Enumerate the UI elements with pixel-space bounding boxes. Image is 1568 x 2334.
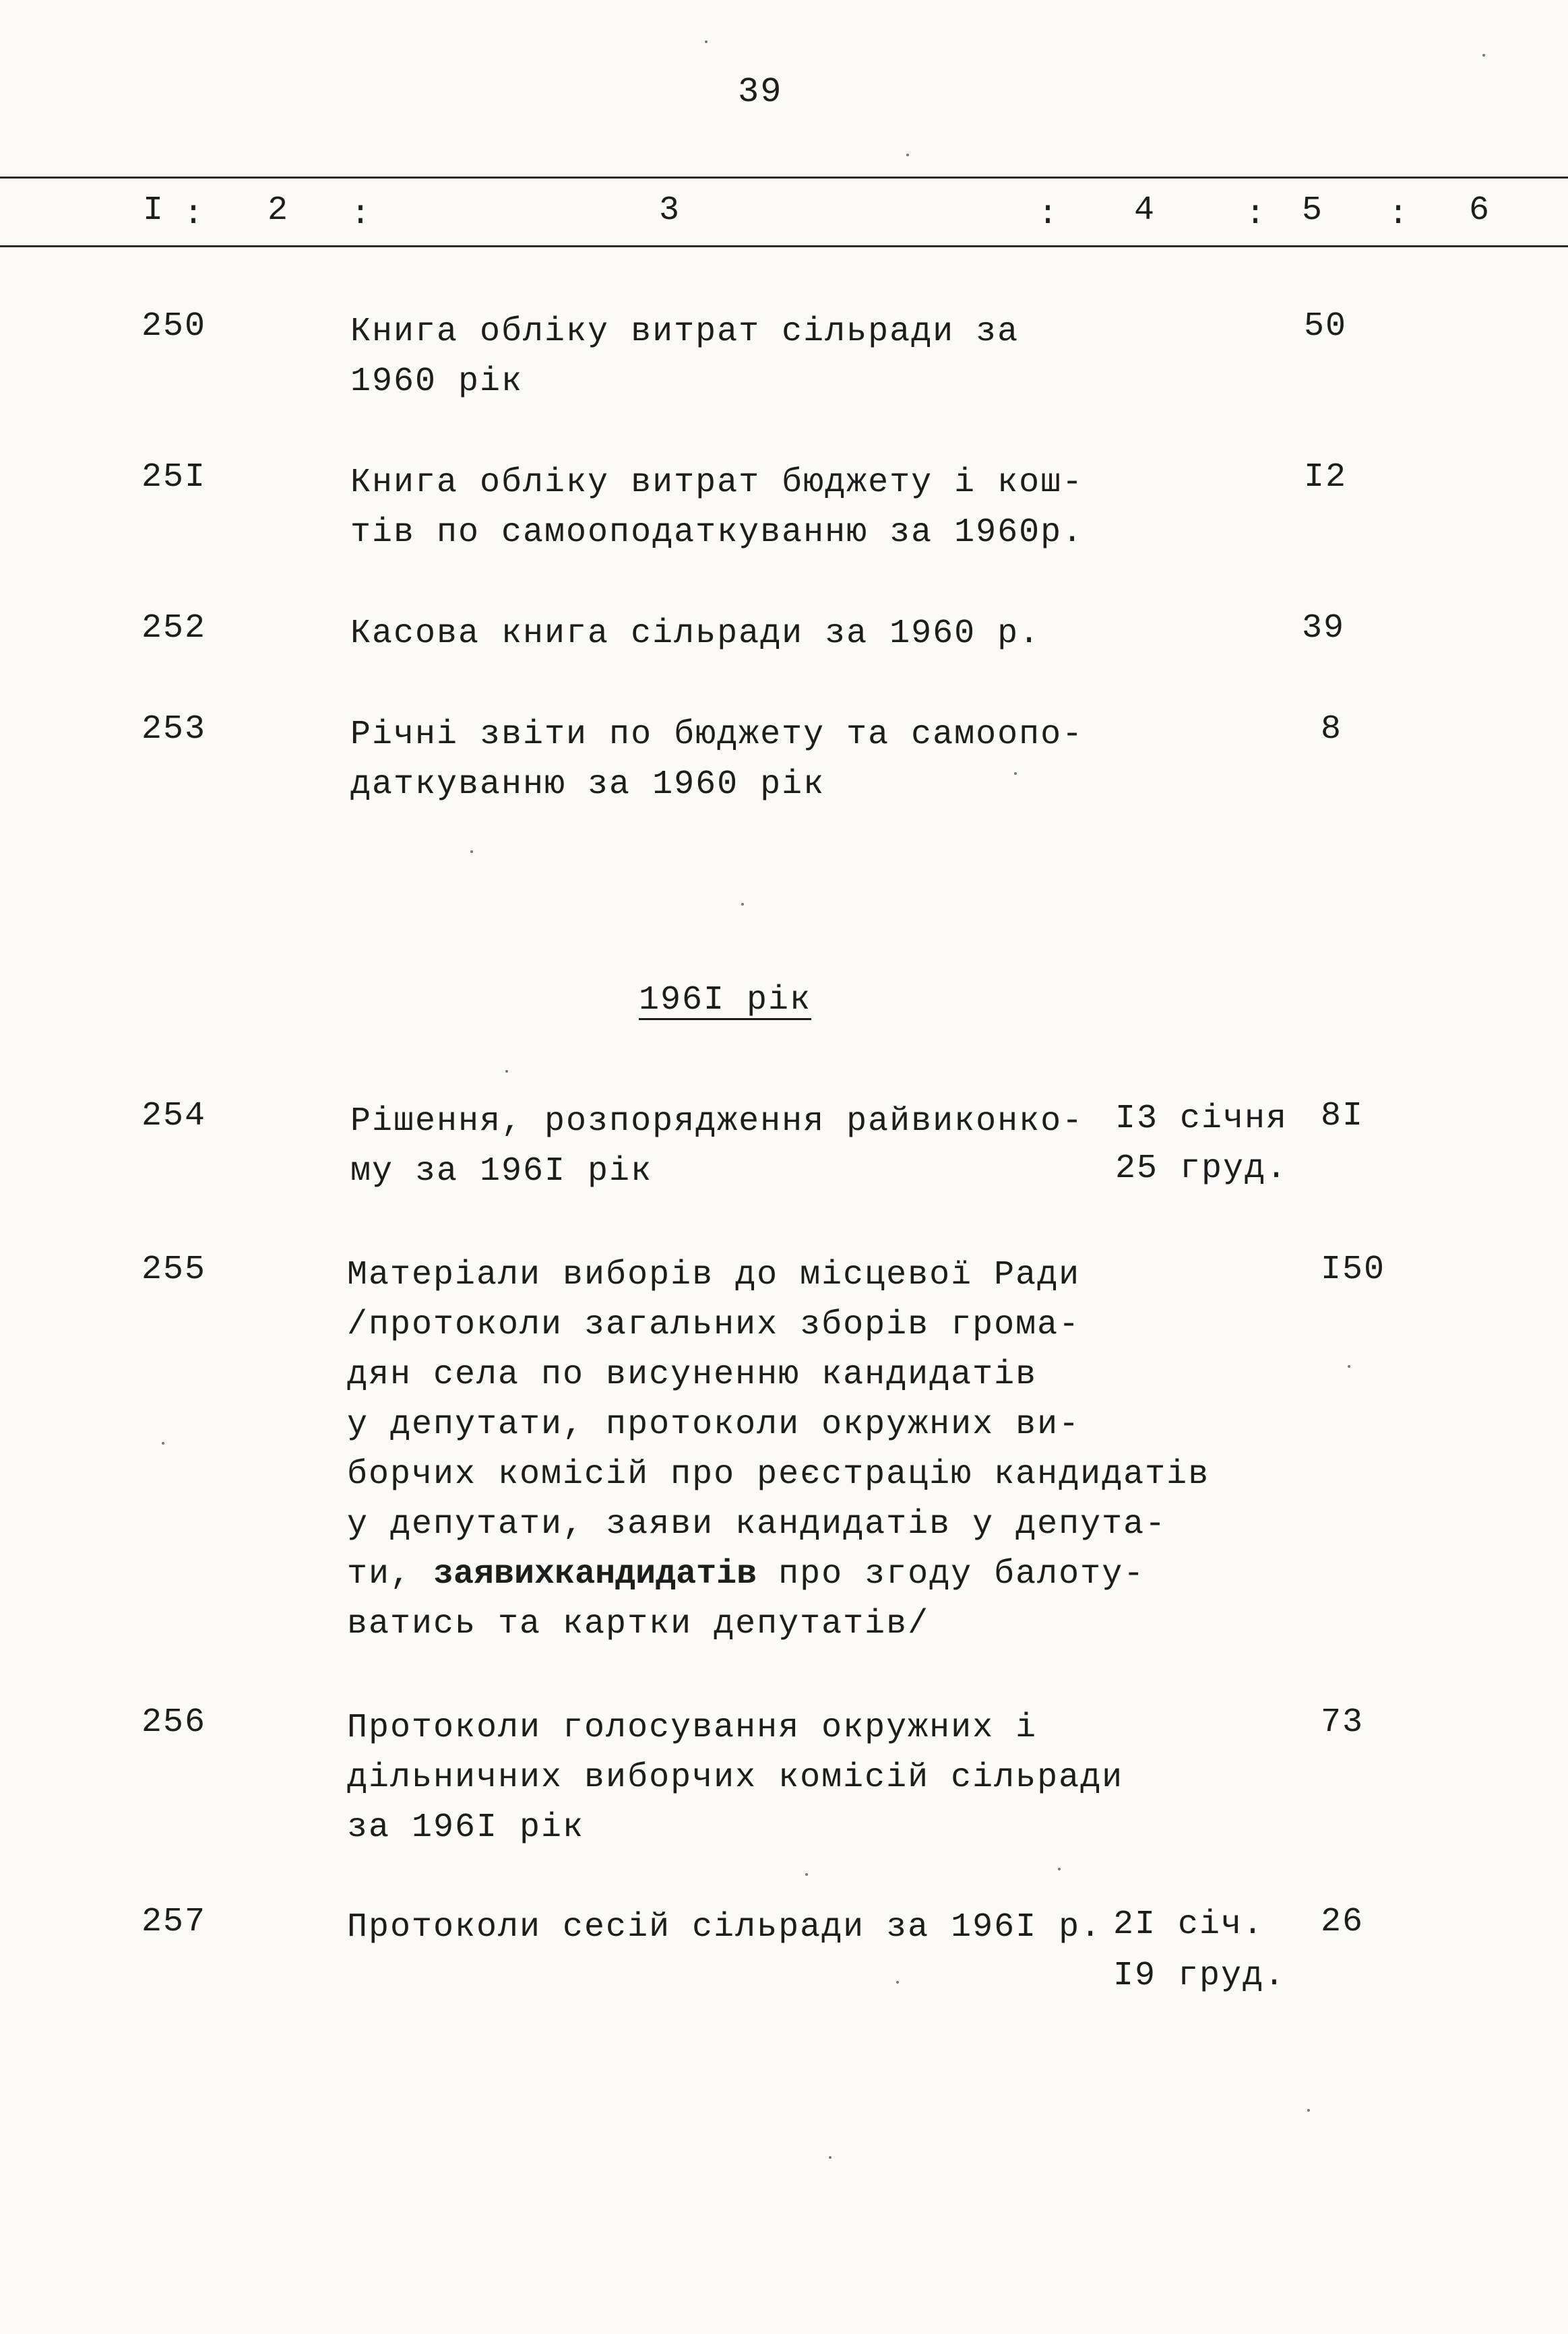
scan-speck	[896, 1981, 899, 1984]
overtyped-text: заявихкандидатів	[433, 1555, 757, 1594]
entry-number: 253	[142, 710, 207, 749]
scan-speck	[829, 2156, 832, 2159]
entry-title-line: Матеріали виборів до місцевої Ради	[347, 1256, 1081, 1294]
entry-title-line: Рішення, розпорядження райвиконко-	[350, 1102, 1084, 1141]
scan-speck	[505, 1070, 508, 1073]
entry-number: 256	[142, 1703, 207, 1742]
entry-number: 254	[142, 1097, 207, 1135]
entry-date-end: 25 груд.	[1115, 1149, 1288, 1188]
column-separator: :	[1388, 195, 1410, 234]
entry-title-line: борчих комісій про реєстрацію кандидатів	[347, 1455, 1210, 1494]
entry-title-line: у депутати, заяви кандидатів у депута-	[347, 1505, 1167, 1544]
entry-number: 252	[142, 609, 207, 648]
entry-number: 25I	[142, 458, 207, 497]
column-separator: :	[350, 195, 373, 234]
column-separator: :	[183, 195, 206, 234]
entry-sheet-count: 8	[1321, 710, 1343, 749]
entry-sheet-count: I2	[1304, 458, 1348, 497]
line-prefix: ти,	[347, 1555, 434, 1594]
entry-title-line: дільничних виборчих комісій сільради	[347, 1759, 1124, 1797]
entry-title-line: у депутати, протоколи окружних ви-	[347, 1406, 1081, 1444]
entry-sheet-count: 50	[1304, 307, 1348, 346]
page-number: 39	[738, 72, 783, 112]
entry-title-line: ватись та картки депутатів/	[347, 1605, 930, 1643]
entry-title-line: тів по самооподаткуванню за 1960р.	[350, 513, 1084, 552]
section-heading-1961: 196I рік	[639, 981, 812, 1019]
column-header-1: I	[143, 191, 165, 230]
scan-speck	[1014, 772, 1017, 775]
entry-title-line: за 196I рік	[347, 1808, 585, 1847]
entry-sheet-count: 39	[1302, 609, 1346, 648]
column-separator: :	[1038, 195, 1060, 234]
entry-sheet-count: 26	[1321, 1903, 1365, 1941]
header-top-rule	[0, 177, 1568, 179]
entry-title-line: Книга обліку витрат бюджету і кош-	[350, 464, 1084, 502]
entry-sheet-count: 73	[1321, 1703, 1365, 1742]
entry-sheet-count: 8I	[1321, 1097, 1365, 1135]
scan-speck	[470, 850, 473, 853]
scan-speck	[741, 903, 744, 906]
entry-number: 250	[142, 307, 207, 346]
scan-speck	[162, 1442, 164, 1445]
entry-date-start: I3 січня	[1115, 1100, 1288, 1138]
scan-speck	[805, 1873, 808, 1876]
column-header-5: 5	[1302, 191, 1324, 230]
column-separator: :	[1245, 195, 1267, 234]
entry-title-line: Протоколи голосування окружних і	[347, 1709, 1038, 1747]
entry-title-line: Протоколи сесій сільради за 196I р.	[347, 1908, 1102, 1947]
scan-speck	[705, 40, 708, 43]
entry-title-line: дян села по висуненню кандидатів	[347, 1356, 1038, 1394]
column-header-4: 4	[1134, 191, 1156, 230]
column-header-2: 2	[268, 191, 290, 230]
entry-date-end: I9 груд.	[1113, 1957, 1286, 1995]
entry-date-start: 2I січ.	[1113, 1905, 1265, 1944]
scan-speck	[906, 154, 909, 156]
column-header-6: 6	[1469, 191, 1491, 230]
scan-speck	[1482, 54, 1485, 57]
entry-title-line: Річні звіти по бюджету та самоопо-	[350, 716, 1084, 754]
entry-title-line: му за 196I рік	[350, 1152, 653, 1191]
scan-speck	[1058, 1868, 1061, 1870]
column-header-3: 3	[659, 191, 681, 230]
entry-title-line: 1960 рік	[350, 362, 524, 401]
entry-title-line: Касова книга сільради за 1960 р.	[350, 614, 1041, 653]
entry-title-line: /протоколи загальних зборів грома-	[347, 1306, 1081, 1344]
entry-title-line: Книга обліку витрат сільради за	[350, 313, 1020, 351]
scan-speck	[1307, 2109, 1310, 2112]
entry-title-line: даткуванню за 1960 рік	[350, 765, 825, 804]
entry-title-line	[347, 1550, 1145, 1600]
entry-number: 255	[142, 1251, 207, 1289]
entry-number: 257	[142, 1903, 207, 1941]
header-bottom-rule	[0, 245, 1568, 247]
scan-speck	[1348, 1365, 1350, 1368]
entry-sheet-count: I50	[1321, 1251, 1386, 1289]
line-suffix: про згоду балоту-	[757, 1555, 1146, 1594]
